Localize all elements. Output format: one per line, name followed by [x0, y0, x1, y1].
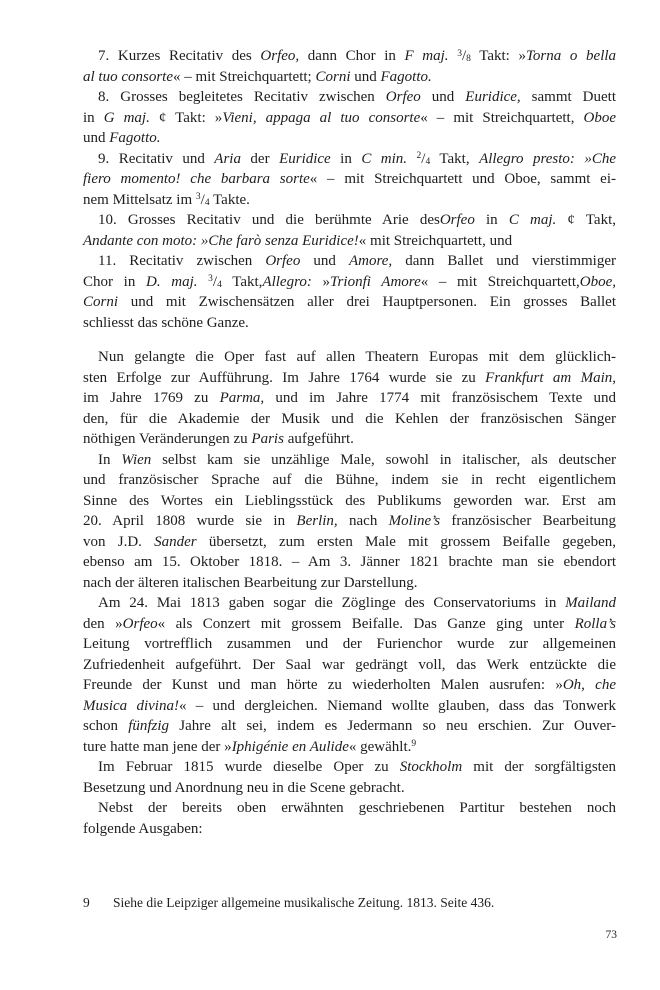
time-signature-fraction: $^3/_8$ [457, 48, 471, 65]
text-line [83, 634, 616, 655]
paragraph [83, 798, 616, 839]
text-run: Orfeo [265, 253, 301, 269]
text-line [83, 169, 616, 190]
text-run: C maj. [508, 212, 557, 228]
text-run: Iphigénie en Aulide [231, 738, 349, 755]
text-run: sammt Duett [520, 89, 616, 105]
paragraph [83, 251, 616, 333]
footnote [83, 894, 616, 912]
text-run: Allegro: [262, 273, 312, 290]
text-run: Corni [315, 68, 351, 85]
text-run: von J.D. [83, 533, 155, 550]
text-line [83, 532, 616, 553]
text-run: mit der sorgfältigsten [462, 759, 616, 775]
text-run: Takte. [209, 191, 250, 208]
paragraph [83, 757, 616, 798]
text-run: « – mit Streichquartett, [420, 273, 580, 290]
text-run: ture hatte man jene der » [83, 738, 232, 755]
text-run: nem Mittelsatz im [83, 191, 196, 208]
text-run: 7. Kurzes Recitativ des [98, 48, 261, 64]
text-run: und mit Zwischensätzen aller drei Hauptpersonen. Ein grosses Ballet [118, 294, 616, 310]
text-run: Wien [121, 451, 152, 468]
text-line [83, 798, 616, 819]
text-run: ¢ Takt: » [149, 109, 223, 126]
text-line [83, 87, 616, 108]
text-run: Fagotto. [380, 68, 432, 85]
text-run: selbst kam sie unzählige Male, sowohl in italischer, als deutscher [151, 451, 616, 468]
text-run: Sinne des Wortes ein Lieblingsstück des Publikums geworden war. Erst am [83, 492, 616, 509]
text-run: Takt, [430, 150, 480, 167]
text-run [449, 48, 458, 64]
text-run: Chor in [83, 273, 146, 290]
text-run: Euridice, [465, 89, 521, 105]
paragraph [83, 210, 616, 251]
text-run: Moline’s [388, 513, 441, 529]
text-run: und im Jahre 1774 mit französischem Texte und [264, 390, 616, 406]
text-run: Musica divina! [83, 697, 179, 714]
text-line [83, 292, 616, 313]
text-run: Sander [154, 533, 197, 550]
text-run: Orfeo [439, 212, 475, 228]
footnote-marker: 9 [83, 895, 90, 910]
text-line [83, 149, 616, 170]
text-run: und [300, 253, 349, 269]
text-line [83, 675, 616, 696]
text-run: Takt: » [470, 48, 526, 64]
text-run: Im Februar 1815 wurde dieselbe Oper zu [98, 759, 400, 775]
text-run: Allegro presto: »Che [479, 150, 617, 167]
text-run: Orfeo [385, 89, 421, 105]
text-run: 9. Recitativ und [98, 150, 215, 167]
page-number: 73 [605, 929, 617, 941]
paragraph [83, 593, 616, 757]
text-run: Amore, [348, 253, 393, 269]
text-run: C min. [361, 150, 408, 167]
text-run: nach der älteren italischen Bearbeitung zur Darstellung. [83, 574, 418, 591]
text-run: Freunde der Kunst und man hörte zu wiederholten Malen ausrufen: » [83, 677, 563, 693]
text-run: « – mit Streichquartett und Oboe, sammt ei- [309, 171, 616, 187]
time-signature-fraction: $^3/_4$ [208, 273, 222, 290]
text-run: aufgeführt. [283, 431, 354, 447]
text-line [83, 347, 616, 368]
text-line [83, 511, 616, 532]
text-run: D. maj. [146, 273, 198, 290]
text-run: in [474, 212, 509, 228]
text-run: und [350, 68, 381, 85]
text-run: Euridice [279, 150, 331, 167]
text-run: nöthigen Veränderungen zu [83, 431, 252, 447]
text-run: 20. April 1808 wurde sie in [83, 513, 297, 529]
text-line [83, 737, 616, 758]
text-line [83, 573, 616, 594]
text-run: dann Chor in [299, 48, 405, 64]
text-line [83, 128, 616, 149]
text-run [407, 151, 416, 167]
text-run: Aria [214, 150, 241, 167]
text-run: sten Erfolge zur Aufführung. Im Jahre 1764 wurde sie zu [83, 369, 486, 386]
text-run: Zufriedenheit aufgeführt. Der Saal war gedrängt voll, das Werk entzückte die [83, 656, 616, 673]
text-run: ¢ Takt, [556, 212, 616, 228]
text-run: Fagotto. [109, 130, 161, 146]
text-run: Oh, che [562, 677, 616, 693]
text-run: Trionfi Amore [330, 273, 421, 290]
text-run: « – mit Streichquartett; [173, 68, 316, 85]
text-run: und [420, 89, 466, 105]
text-line [83, 313, 616, 334]
text-line [83, 552, 616, 573]
text-line [83, 716, 616, 737]
text-run: in [83, 109, 104, 126]
paragraph [83, 87, 616, 149]
text-run [198, 274, 209, 290]
text-line [83, 368, 616, 389]
text-run: 11. Recitativ zwischen [98, 253, 266, 269]
text-run: übersetzt, zum ersten Male mit grossem Beifalle gegeben, [196, 533, 616, 550]
paragraph [83, 46, 616, 87]
text-run: Nebst der bereits oben erwähnten geschriebenen Partitur bestehen noch [98, 800, 616, 816]
text-run: F maj. [404, 48, 449, 64]
text-run: Paris [251, 431, 284, 447]
text-run: Mailand [565, 595, 616, 611]
text-run: Orfeo, [260, 48, 300, 64]
text-run: G maj. [103, 109, 150, 126]
text-run: Orfeo [122, 615, 158, 632]
text-run: Takt, [221, 273, 263, 290]
text-line [83, 231, 616, 252]
text-run: schon [83, 718, 129, 734]
text-run: « – und dergleichen. Niemand wollte glauben, dass das Tonwerk [178, 697, 616, 714]
text-line [83, 655, 616, 676]
text-line [83, 210, 616, 231]
text-run: Frankfurt am Main, [485, 369, 616, 386]
text-line [83, 450, 616, 471]
text-line [83, 46, 616, 67]
text-line [83, 778, 616, 799]
text-line [83, 272, 616, 293]
text-run: Besetzung und Anordnung neu in die Scene gebracht. [83, 779, 405, 796]
text-run: » [311, 273, 331, 290]
text-line [83, 190, 616, 211]
time-signature-fraction: $^3/_4$ [195, 191, 210, 208]
text-run: Rolla’s [574, 615, 616, 632]
text-run: Torna o bella [525, 48, 617, 64]
text-line [83, 67, 616, 88]
text-run: Berlin, [296, 513, 338, 529]
text-run: Oboe [583, 109, 616, 126]
text-run: und französischer Sprache auf die Bühne, indem sie in recht eigentlichem [83, 472, 616, 488]
text-run: schliesst das schöne Ganze. [83, 314, 249, 331]
text-run: dann Ballet und vierstimmiger [392, 253, 616, 269]
text-run: 10. Grosses Recitativ und die berühmte Arie des [98, 212, 440, 228]
text-run: Leitung vortrefflich zusammen und der Furienchor wurde zur allgemeinen [83, 636, 616, 652]
text-run: « gewählt. [348, 738, 412, 755]
text-run: 8. Grosses begleitetes Recitativ zwischen [98, 89, 386, 105]
text-run: Corni [83, 294, 119, 310]
text-run: Stockholm [399, 759, 463, 775]
time-signature-fraction: $^2/_4$ [416, 150, 431, 167]
text-run: « mit Streichquartett, und [358, 232, 513, 249]
text-run: nach [337, 513, 389, 529]
paragraph [83, 450, 616, 594]
text-run: und [83, 130, 110, 146]
text-run: Andante con moto: »Che farò senza Euridice! [83, 232, 359, 249]
paragraph [83, 149, 616, 211]
text-run: im Jahre 1769 zu [83, 390, 220, 406]
text-line [83, 614, 616, 635]
text-run: Parma, [219, 390, 265, 406]
footnote-reference: 9 [411, 738, 417, 749]
text-run: ebenso am 15. Oktober 1818. – Am 3. Jänner 1821 brachte man sie ebendort [83, 554, 616, 570]
text-line [83, 409, 616, 430]
text-run: Jahre alt sei, indem es Jedermann so neu erschien. Zur Ouver- [169, 718, 616, 734]
text-run: folgende Ausgaben: [83, 820, 203, 837]
text-run: in [330, 150, 362, 167]
main-text-column [83, 46, 616, 839]
text-line [83, 819, 616, 840]
paragraph [83, 347, 616, 450]
text-line [83, 593, 616, 614]
text-run: « – mit Streichquartett, [420, 109, 584, 126]
text-run: der [240, 150, 280, 167]
text-line [83, 429, 616, 450]
text-run: In [98, 451, 122, 468]
text-line [83, 388, 616, 409]
text-run: Oboe, [579, 273, 617, 290]
text-line [83, 757, 616, 778]
text-line [83, 491, 616, 512]
text-line [83, 470, 616, 491]
text-run: fünfzig [128, 718, 170, 734]
footnote-text: Siehe die Leipziger allgemeine musikalische Zeitung. 1813. Seite 436. [113, 895, 495, 910]
text-line [83, 696, 616, 717]
text-run: Am 24. Mai 1813 gaben sogar die Zöglinge des Conservatoriums in [98, 595, 566, 611]
text-run: französischer Bearbeitung [440, 513, 616, 529]
text-line [83, 251, 616, 272]
text-run: fiero momento! che barbara sorte [83, 171, 310, 187]
text-run: al tuo consorte [83, 68, 173, 85]
text-run: den » [83, 615, 123, 632]
text-run: « als Conzert mit grossem Beifalle. Das Ganze ging unter [157, 615, 575, 632]
text-run: den, für die Akademie der Musik und die Kehlen der französischen Sänger [83, 410, 616, 427]
text-run: Nun gelangte die Oper fast auf allen Theatern Europas mit dem glücklich- [98, 349, 616, 365]
text-line [83, 108, 616, 129]
text-run: Vieni, appaga al tuo consorte [222, 109, 421, 126]
